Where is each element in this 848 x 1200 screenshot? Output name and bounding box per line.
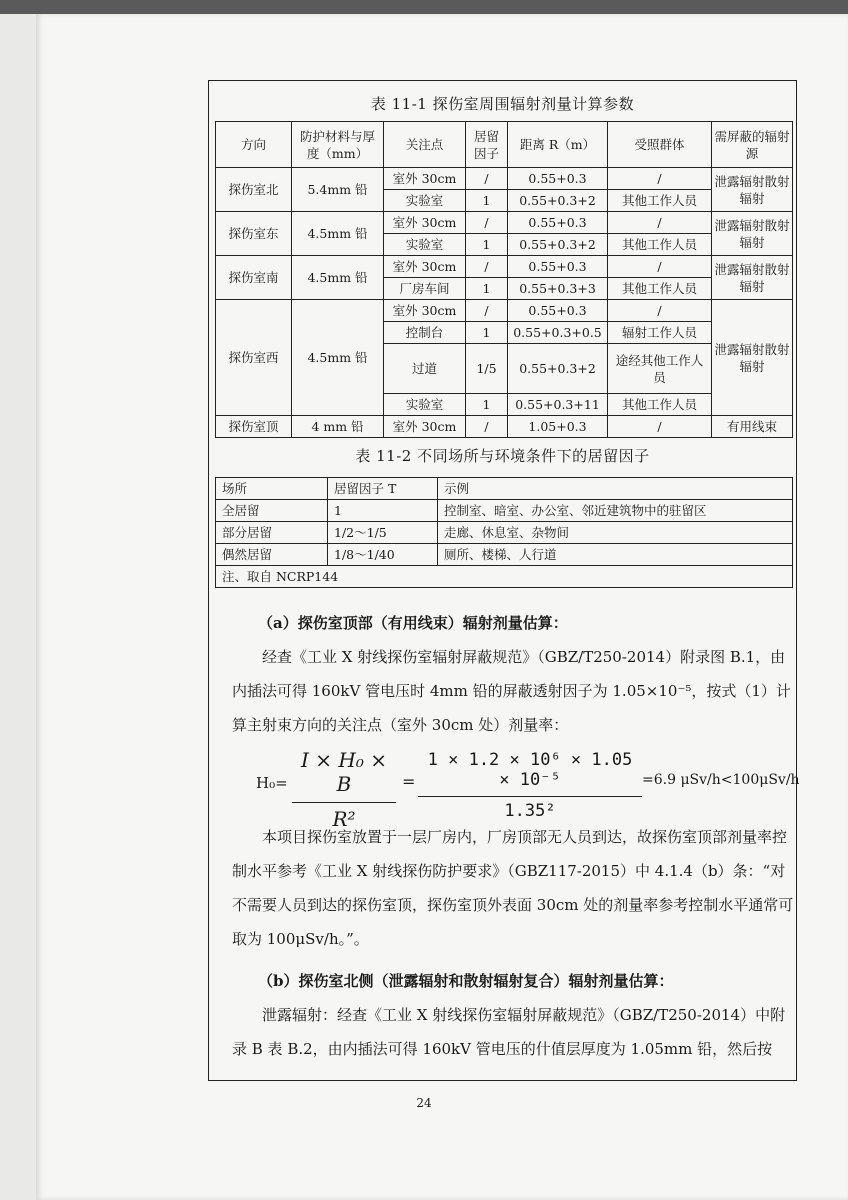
table-row bbox=[216, 522, 793, 544]
cell: 途经其他工作人员 bbox=[608, 344, 712, 394]
cell: 0.55+0.3 bbox=[508, 256, 608, 278]
cell: 室外 30cm bbox=[384, 256, 466, 278]
cell: 全居留 bbox=[216, 500, 328, 522]
cell: 其他工作人员 bbox=[608, 234, 712, 256]
cell-source: 泄露辐射散射辐射 bbox=[712, 300, 793, 416]
table1 bbox=[215, 121, 793, 438]
section-b-block bbox=[232, 964, 800, 1066]
header-cell: 距离 R（m） bbox=[508, 122, 608, 168]
cell: 其他工作人员 bbox=[608, 190, 712, 212]
cell: 1/2～1/5 bbox=[328, 522, 438, 544]
cell: 室外 30cm bbox=[384, 168, 466, 190]
section-a-para2: 本项目探伤室放置于一层厂房内，厂房顶部无人员到达，故探伤室顶部剂量率控制水平参考《工业 X 射线探伤防护要求》（GBZ117-2015）中 4.1.4（b）条：“对不需要人员到达的探伤室顶，探伤室顶外表面 30cm 处的剂量率参考控制水平通常可取为 100μSv/h。”。 bbox=[232, 828, 794, 948]
cell: 0.55+0.3+0.5 bbox=[508, 322, 608, 344]
cell: 1 bbox=[328, 500, 438, 522]
header-cell: 关注点 bbox=[384, 122, 466, 168]
header-cell: 居留因子 T bbox=[328, 478, 438, 500]
cell: 过道 bbox=[384, 344, 466, 394]
cell: 室外 30cm bbox=[384, 300, 466, 322]
cell: 走廊、休息室、杂物间 bbox=[438, 522, 793, 544]
cell: 1 bbox=[466, 394, 508, 416]
equation-numerator: 1 × 1.2 × 10⁶ × 1.05 × 10⁻⁵ bbox=[418, 750, 642, 797]
table1-header-row bbox=[216, 122, 793, 168]
header-cell: 示例 bbox=[438, 478, 793, 500]
cell: 0.55+0.3+11 bbox=[508, 394, 608, 416]
cell: / bbox=[608, 416, 712, 438]
cell: / bbox=[466, 256, 508, 278]
header-cell: 受照群体 bbox=[608, 122, 712, 168]
cell: 其他工作人员 bbox=[608, 278, 712, 300]
cell: 偶然居留 bbox=[216, 544, 328, 566]
cell: 其他工作人员 bbox=[608, 394, 712, 416]
section-b-heading: （b）探伤室北侧（泄露辐射和散射辐射复合）辐射剂量估算： bbox=[258, 972, 674, 990]
cell-material: 4.5mm 铅 bbox=[292, 256, 384, 300]
header-cell: 场所 bbox=[216, 478, 328, 500]
cell-direction: 探伤室北 bbox=[216, 168, 292, 212]
cell: 1/8～1/40 bbox=[328, 544, 438, 566]
equation-numerator: I × H₀ × B bbox=[292, 748, 396, 803]
header-cell: 需屏蔽的辐射源 bbox=[712, 122, 793, 168]
cell: 控制室、暗室、办公室、邻近建筑物中的驻留区 bbox=[438, 500, 793, 522]
header-cell: 防护材料与厚度（mm） bbox=[292, 122, 384, 168]
cell: 实验室 bbox=[384, 190, 466, 212]
cell: / bbox=[466, 300, 508, 322]
cell: 辐射工作人员 bbox=[608, 322, 712, 344]
table-row bbox=[216, 544, 793, 566]
cell: / bbox=[608, 168, 712, 190]
table-row bbox=[216, 168, 793, 190]
cell: 1 bbox=[466, 234, 508, 256]
cell: / bbox=[608, 300, 712, 322]
table2 bbox=[215, 477, 793, 588]
section-a-heading-block bbox=[232, 606, 800, 742]
cell: 厕所、楼梯、人行道 bbox=[438, 544, 793, 566]
equation-fraction-numeric bbox=[418, 750, 642, 821]
table1-caption: 表 11-1 探伤室周围辐射剂量计算参数 bbox=[370, 95, 635, 113]
header-cell: 居留因子 bbox=[466, 122, 508, 168]
cell: 0.55+0.3+2 bbox=[508, 190, 608, 212]
cell: 部分居留 bbox=[216, 522, 328, 544]
top-bar bbox=[0, 0, 848, 14]
cell: 0.55+0.3+2 bbox=[508, 234, 608, 256]
cell: 室外 30cm bbox=[384, 212, 466, 234]
cell: / bbox=[608, 256, 712, 278]
cell: 1 bbox=[466, 190, 508, 212]
section-b-para1: 泄露辐射：经查《工业 X 射线探伤室辐射屏蔽规范》（GBZ/T250-2014）中附录 B 表 B.2，由内插法可得 160kV 管电压的什值层厚度为 1.05mm 铅，然后按 bbox=[232, 1006, 786, 1058]
cell-source: 泄露辐射散射辐射 bbox=[712, 256, 793, 300]
cell-source: 泄露辐射散射辐射 bbox=[712, 168, 793, 212]
cell-direction: 探伤室西 bbox=[216, 300, 292, 416]
section-a-para1: 经查《工业 X 射线探伤室辐射屏蔽规范》（GBZ/T250-2014）附录图 B.1，由内插法可得 160kV 管电压时 4mm 铅的屏蔽透射因子为 1.05×10⁻⁵，按式（1）计算主射束方向的关注点（室外 30cm 处）剂量率： bbox=[232, 648, 791, 734]
cell: 实验室 bbox=[384, 234, 466, 256]
table2-note: 注、取自 NCRP144 bbox=[216, 566, 793, 588]
cell-material: 4.5mm 铅 bbox=[292, 300, 384, 416]
cell: / bbox=[466, 168, 508, 190]
cell: / bbox=[608, 212, 712, 234]
cell: 1 bbox=[466, 278, 508, 300]
table-row bbox=[216, 300, 793, 322]
cell-source: 有用线束 bbox=[712, 416, 793, 438]
cell: 0.55+0.3 bbox=[508, 300, 608, 322]
table-row bbox=[216, 416, 793, 438]
cell: 实验室 bbox=[384, 394, 466, 416]
cell: 1 bbox=[466, 322, 508, 344]
cell: 室外 30cm bbox=[384, 416, 466, 438]
cell-source: 泄露辐射散射辐射 bbox=[712, 212, 793, 256]
cell: 1.05+0.3 bbox=[508, 416, 608, 438]
cell: 0.55+0.3+2 bbox=[508, 344, 608, 394]
equation-fraction-symbolic bbox=[292, 748, 396, 831]
cell: 0.55+0.3 bbox=[508, 212, 608, 234]
cell: 0.55+0.3+3 bbox=[508, 278, 608, 300]
equation bbox=[232, 742, 800, 831]
equation-label: H₀= bbox=[256, 774, 288, 792]
cell: 1/5 bbox=[466, 344, 508, 394]
cell-material: 5.4mm 铅 bbox=[292, 168, 384, 212]
cell-direction: 探伤室东 bbox=[216, 212, 292, 256]
header-cell: 方向 bbox=[216, 122, 292, 168]
cell: 控制台 bbox=[384, 322, 466, 344]
page-number: 24 bbox=[416, 1096, 432, 1110]
cell: 厂房车间 bbox=[384, 278, 466, 300]
cell-material: 4 mm 铅 bbox=[292, 416, 384, 438]
cell: 0.55+0.3 bbox=[508, 168, 608, 190]
section-a-heading: （a）探伤室顶部（有用线束）辐射剂量估算： bbox=[258, 614, 568, 632]
table-row bbox=[216, 256, 793, 278]
section-a-para2-block bbox=[232, 820, 800, 956]
cell-direction: 探伤室顶 bbox=[216, 416, 292, 438]
equals-sign: = bbox=[402, 772, 416, 791]
table-row bbox=[216, 500, 793, 522]
equation-result: =6.9 μSv/h<100μSv/h bbox=[642, 772, 800, 788]
cell-material: 4.5mm 铅 bbox=[292, 212, 384, 256]
table-row bbox=[216, 212, 793, 234]
cell: / bbox=[466, 212, 508, 234]
cell: / bbox=[466, 416, 508, 438]
table-row bbox=[216, 566, 793, 588]
cell-direction: 探伤室南 bbox=[216, 256, 292, 300]
equation-denominator: 1.35² bbox=[504, 801, 556, 821]
equation-denominator: R² bbox=[332, 807, 356, 831]
table2-caption: 表 11-2 不同场所与环境条件下的居留因子 bbox=[355, 447, 650, 465]
table2-header-row bbox=[216, 478, 793, 500]
